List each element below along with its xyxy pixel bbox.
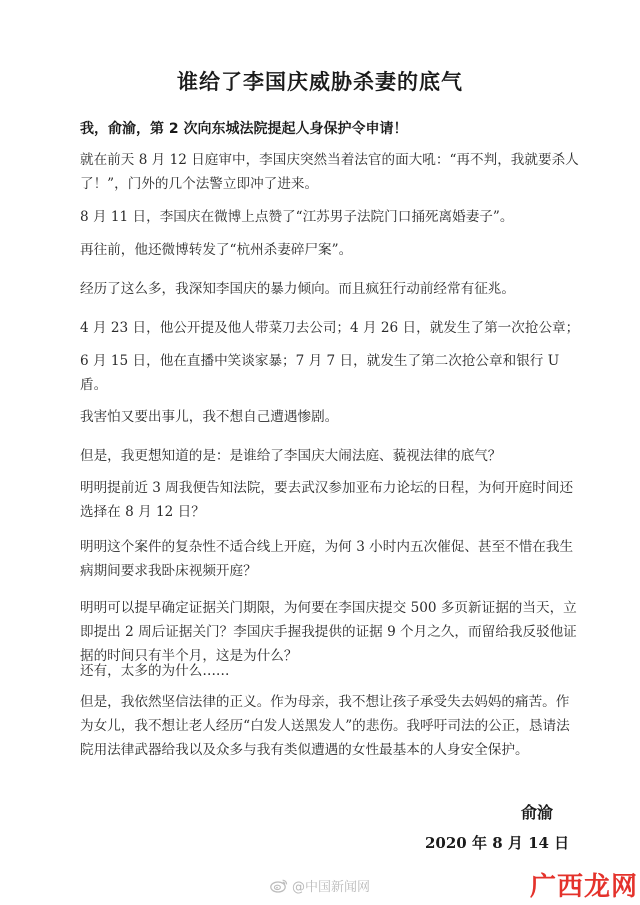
brand-logo-text: 广西龙网 — [530, 872, 639, 902]
paragraph-question: 但是，我更想知道的是：是谁给了李国庆大闹法庭、藐视法律的底气？ — [80, 448, 502, 464]
watermark — [270, 876, 370, 895]
paragraph-court-outburst: 就在前天 8 月 12 日庭审中，李国庆突然当着法官的面大吼：“再不判，我就要杀人了！”，门外的几个法警立即冲了进来。 — [80, 152, 579, 192]
signature-date: 2020 年 8 月 14 日 — [425, 834, 570, 852]
paragraph-weibo-like: 8 月 11 日，李国庆在微博上点赞了“江苏男子法院门口捅死离婚妻子”。 — [80, 209, 514, 225]
lead-statement: 我，俞渝，第 2 次向东城法院提起人身保护令申请！ — [80, 121, 408, 137]
paragraph-hearing-date: 明明提前近 3 周我便告知法院，要去武汉参加亚布力论坛的日程，为何开庭时间还选择在 8 月 12 日？ — [80, 480, 574, 520]
paragraph-weibo-repost: 再往前，他还微博转发了“杭州杀妻碎尸案”。 — [80, 242, 353, 258]
paragraph-fear: 我害怕又要出事儿，我不想自己遭遇惨剧。 — [80, 409, 339, 425]
paragraph-june-july-events: 6 月 15 日，他在直播中笑谈家暴；7 月 7 日，就发生了第二次抢公章和银行 U 盾。 — [80, 353, 560, 393]
watermark-text: @中国新闻网 — [292, 880, 371, 895]
paragraph-online-hearing: 明明这个案件的复杂性不适合线上开庭，为何 3 小时内五次催促、甚至不惜在我生病期间要求我卧床视频开庭？ — [80, 539, 574, 579]
paragraph-appeal: 但是，我依然坚信法律的正义。作为母亲，我不想让孩子承受失去妈妈的痛苦。作为女儿，我不想让老人经历“白发人送黑发人”的悲伤。我呼吁司法的公正，恳请法院用法律武器给我以及众多与我有类似遭遇的女性最基本的人身安全保护。 — [80, 694, 570, 758]
document-title: 谁给了李国庆威胁杀妻的底气 — [177, 70, 463, 94]
signature: 俞渝 — [521, 803, 554, 822]
paragraph-many-questions: 还有，太多的为什么…… — [80, 663, 230, 679]
paragraph-violence-tendency: 经历了这么多，我深知李国庆的暴力倾向。而且疯狂行动前经常有征兆。 — [80, 281, 515, 297]
paragraph-evidence-deadline: 明明可以提早确定证据关门期限，为何要在李国庆提交 500 多页新证据的当天，立即提出 2 周后证据关门？李国庆手握我提供的证据 9 个月之久，而留给我反驳他证据的时间只有半个月，这是为什么？ — [80, 600, 577, 664]
weibo-icon — [270, 878, 288, 893]
paragraph-april-events: 4 月 23 日，他公开提及他人带菜刀去公司；4 月 26 日，就发生了第一次抢公章； — [80, 320, 580, 336]
